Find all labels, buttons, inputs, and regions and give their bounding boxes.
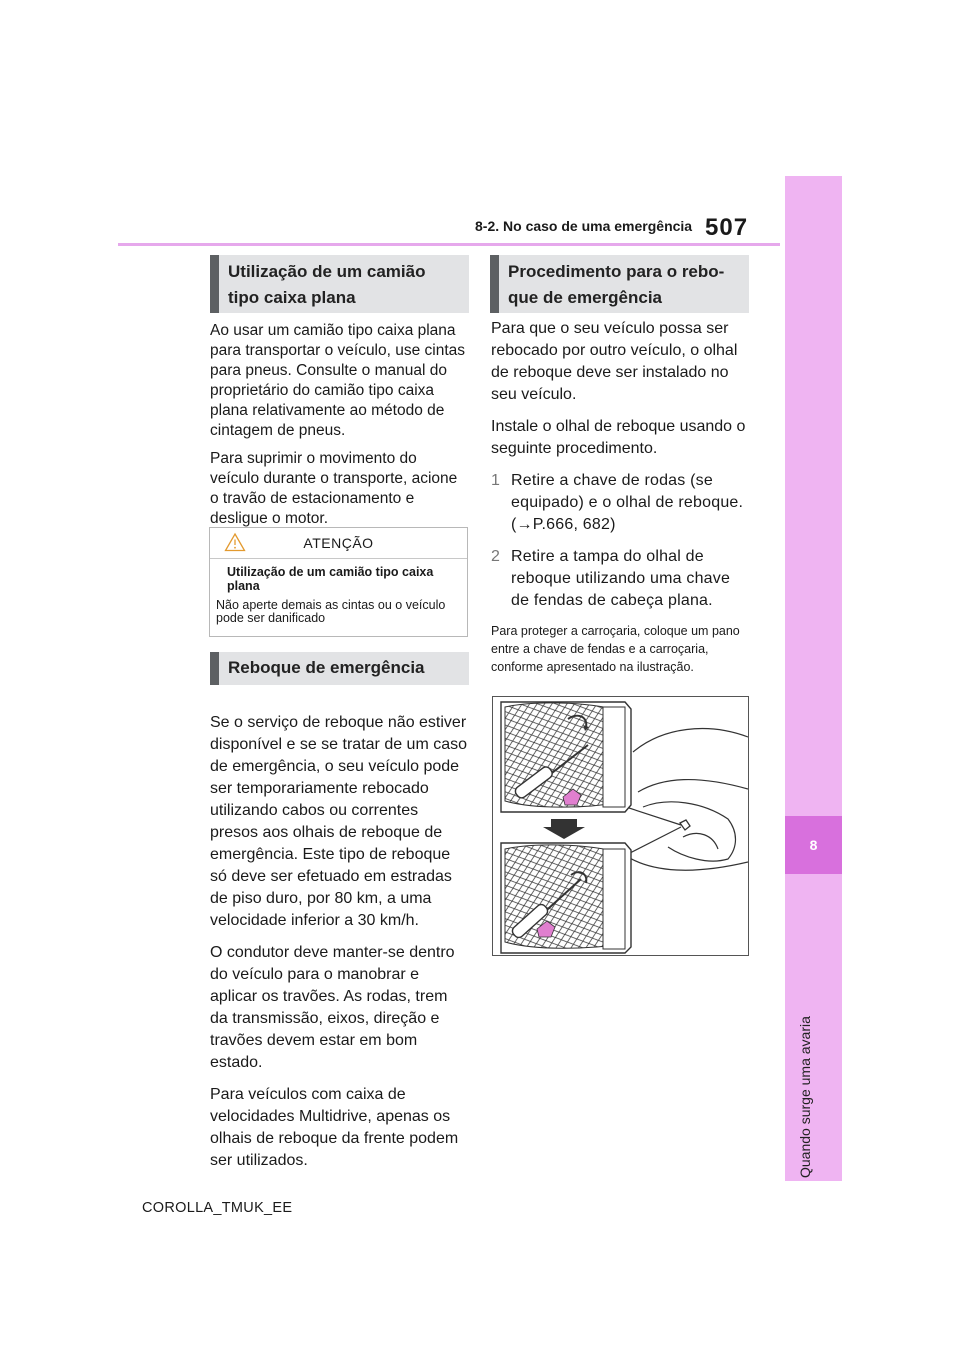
tow-eyelet-cover-illustration (492, 696, 749, 956)
step-item (491, 470, 749, 536)
warning-subtitle: Utilização de um camião tipo caixa plana (227, 565, 434, 593)
step-item (491, 546, 749, 612)
step-text: Retire a chave de rodas (se equipado) e o olhal de reboque. (→P.666, 682) (511, 472, 744, 533)
left-column-bottom (210, 712, 468, 1182)
paragraph-multidrive: Para veículos com caixa de velocidades Multidrive, apenas os olhais de reboque da frente podem ser utilizados. (210, 1086, 459, 1169)
section-header: 8-2. No caso de uma emergência (475, 218, 693, 234)
protection-note: Para proteger a carroçaria, coloque um pano entre a chave de fendas e a carroçaria, conforme apresentado na ilustração. (491, 624, 740, 674)
heading-flatbed-truck (210, 255, 469, 313)
document-code: COROLLA_TMUK_EE (142, 1200, 293, 1216)
paragraph-tow-eyelet: Para que o seu veículo possa ser rebocado por outro veículo, o olhal de reboque deve ser instalado no seu veículo. (491, 320, 738, 403)
chapter-number: 8 (785, 816, 842, 874)
paragraph-flatbed-straps: Ao usar um camião tipo caixa plana para transportar o veículo, use cintas para pneus. Consulte o manual do proprietário do camião tipo caixa plana relativamente ao método de cintagem de pneus. (210, 322, 466, 439)
step-text: Retire a tampa do olhal de reboque utilizando uma chave de fendas de cabeça plana. (511, 548, 731, 609)
paragraph-install: Instale o olhal de reboque usando o seguinte procedimento. (491, 418, 746, 457)
heading-emergency-towing (210, 652, 469, 685)
heading-flatbed-line2: tipo caixa plana (228, 288, 356, 307)
left-column-top (210, 321, 468, 537)
warning-header (210, 528, 467, 559)
heading-emergency-towing-text: Reboque de emergência (228, 658, 425, 677)
warning-text: Não aperte demais as cintas ou o veículo pode ser danificado (216, 598, 446, 625)
paragraph-flatbed-brake: Para suprimir o movimento do veículo durante o transporte, acione o travão de estacionamento e desligue o motor. (210, 450, 458, 527)
illustration-drawing (493, 697, 748, 955)
warning-triangle-icon (224, 532, 246, 555)
warning-box (209, 527, 468, 637)
header-rule (118, 243, 780, 246)
heading-flatbed-line1: Utilização de um camião (228, 262, 426, 281)
heading-procedure-line2: que de emergência (508, 288, 663, 307)
step-number: 2 (491, 548, 500, 565)
heading-towing-procedure (490, 255, 749, 313)
warning-title: ATENÇÃO (303, 535, 374, 551)
right-column (491, 318, 749, 676)
step-number: 1 (491, 472, 500, 489)
chapter-title: Quando surge uma avaria (797, 1016, 813, 1178)
paragraph-towing-conditions: Se o serviço de reboque não estiver disponível e se se tratar de um caso de emergência, o seu veículo pode ser temporariamente rebocado utilizando cabos ou correntes presos aos olhais de reboque de emergência. Este tipo de reboque só deve ser efetuado em estradas de piso duro, por 80 km, a uma velocidade inferior a 30 km/h. (210, 714, 468, 929)
heading-procedure-line1: Procedimento para o rebo- (508, 262, 725, 281)
page-number: 507 (705, 214, 749, 241)
paragraph-driver: O condutor deve manter-se dentro do veículo para o manobrar e aplicar os travões. As rodas, trem da transmissão, eixos, direção e travões devem estar em bom estado. (210, 944, 455, 1071)
